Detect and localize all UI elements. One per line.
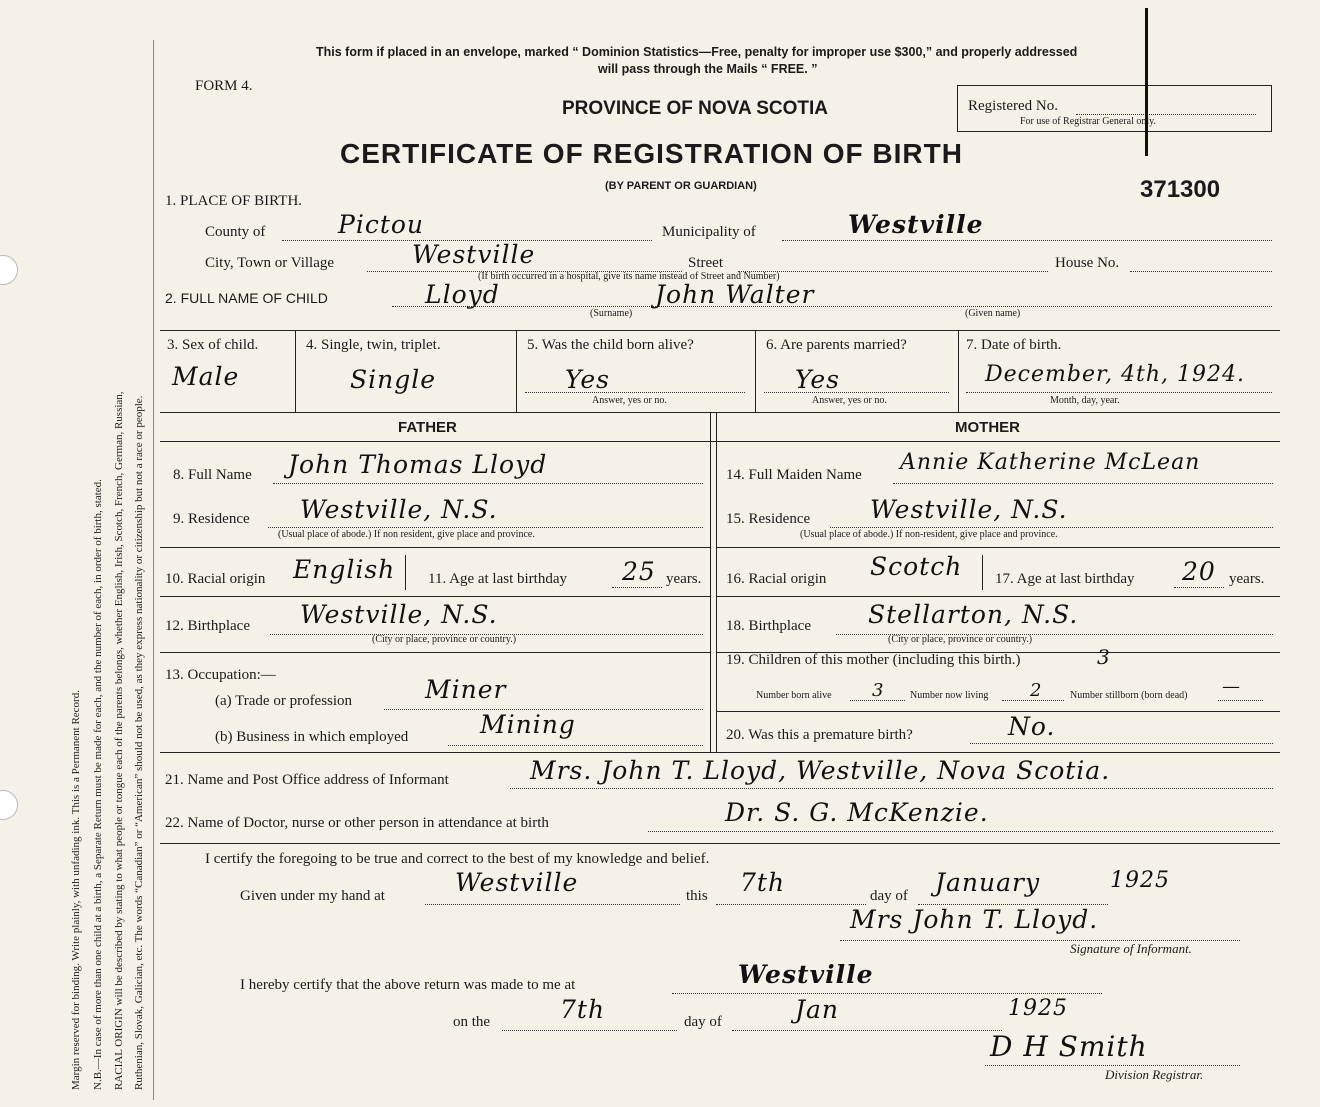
father-name: John Thomas Lloyd <box>288 450 548 479</box>
given-place: Westville <box>455 868 579 897</box>
dob-caption: Month, day, year. <box>1050 395 1120 406</box>
father-age: 25 <box>622 557 656 586</box>
father-years: years. <box>666 571 702 587</box>
father-residence-label: 9. Residence <box>173 511 250 527</box>
side-note-4: Ruthenian, Slovak, Galician, etc. The words “Canadian” or “American” should not be used, as they express nationality or citizenship but not a race or people. <box>133 395 145 1090</box>
dob-value: December, 4th, 1924. <box>985 362 1246 387</box>
hospital-note: (If birth occurred in a hospital, give its name instead of Street and Number) <box>478 271 780 282</box>
municipality-value: Westville <box>848 210 984 239</box>
registrar-day-of-label: day of <box>684 1014 722 1030</box>
stillborn-label: Number stillborn (born dead) <box>1070 690 1188 701</box>
registrar-place: Westville <box>738 960 874 989</box>
mother-age-label: 17. Age at last birthday <box>995 571 1135 587</box>
father-residence-caption: (Usual place of abode.) If non resident, give place and province. <box>278 529 535 540</box>
father-birthplace-label: 12. Birthplace <box>165 618 250 634</box>
place-heading: 1. PLACE OF BIRTH. <box>165 193 303 209</box>
father-race-label: 10. Racial origin <box>165 571 266 587</box>
mother-age: 20 <box>1182 557 1216 586</box>
mother-birthplace-label: 18. Birthplace <box>726 618 811 634</box>
father-age-label: 11. Age at last birthday <box>428 571 567 587</box>
mother-children: 3 <box>1097 645 1111 669</box>
father-trade: Miner <box>425 675 507 704</box>
registered-box <box>957 85 1272 132</box>
certify-year: 1925 <box>1110 868 1170 893</box>
county-label: County of <box>205 224 266 240</box>
sex-value: Male <box>172 362 240 391</box>
city-value: Westville <box>412 240 536 269</box>
informant-value: Mrs. John T. Lloyd, Westville, Nova Scotia. <box>530 756 1111 785</box>
alive-caption: Answer, yes or no. <box>592 395 667 406</box>
informant-label: 21. Name and Post Office address of Informant <box>165 772 449 788</box>
informant-signature-caption: Signature of Informant. <box>1070 941 1192 956</box>
binding-hole-top <box>0 255 18 285</box>
city-label: City, Town or Village <box>205 255 335 271</box>
child-name-label: 2. FULL NAME OF CHILD <box>165 290 328 306</box>
side-note-3: RACIAL ORIGIN will be described by stating to what people or tongue each of the parents belongs, whether English, Irish, Scotch, French, German, Russian, <box>113 391 125 1090</box>
child-given-name: John Walter <box>655 280 815 309</box>
page-title: CERTIFICATE OF REGISTRATION OF BIRTH <box>340 138 963 169</box>
now-living-label: Number now living <box>910 690 989 701</box>
now-living-value: 2 <box>1030 680 1043 701</box>
married-value: Yes <box>795 365 840 394</box>
father-occupation-label: 13. Occupation:— <box>165 667 276 683</box>
born-alive-value: 3 <box>872 680 885 701</box>
father-business: Mining <box>480 710 576 739</box>
mother-birthplace: Stellarton, N.S. <box>868 600 1079 629</box>
registered-note: For use of Registrar General only. <box>1020 116 1156 127</box>
mother-race: Scotch <box>870 552 963 581</box>
mother-name-label: 14. Full Maiden Name <box>726 467 862 483</box>
mother-years: years. <box>1229 571 1265 587</box>
multiple-label: 4. Single, twin, triplet. <box>306 337 441 353</box>
mother-residence-caption: (Usual place of abode.) If non-resident, give place and province. <box>800 529 1058 540</box>
father-race: English <box>293 555 396 584</box>
registrar-year: 1925 <box>1008 996 1068 1021</box>
registered-label: Registered No. <box>968 98 1058 114</box>
premature-value: No. <box>1008 712 1056 741</box>
mother-heading: MOTHER <box>955 419 1020 436</box>
postal-notice-line1: This form if placed in an envelope, marked “ Dominion Statistics—Free, penalty for improper use $300,” and properly addressed <box>316 45 1078 59</box>
day-of-label: day of <box>870 888 908 904</box>
registrar-signature: D H Smith <box>990 1030 1148 1063</box>
doctor-label: 22. Name of Doctor, nurse or other person in attendance at birth <box>165 815 549 831</box>
given-caption: (Given name) <box>965 308 1021 319</box>
father-trade-label: (a) Trade or profession <box>215 693 353 709</box>
province-heading: PROVINCE OF NOVA SCOTIA <box>562 98 829 119</box>
father-business-label: (b) Business in which employed <box>215 729 409 745</box>
sex-label: 3. Sex of child. <box>167 337 259 353</box>
born-alive-label: Number born alive <box>756 690 832 701</box>
form-number: FORM 4. <box>195 78 253 94</box>
mother-residence-label: 15. Residence <box>726 511 811 527</box>
child-surname: Lloyd <box>425 280 500 309</box>
registrar-statement: I hereby certify that the above return was made to me at <box>240 977 576 993</box>
mother-name: Annie Katherine McLean <box>900 450 1201 475</box>
mother-birthplace-caption: (City or place, province or country.) <box>888 634 1033 645</box>
given-under-label: Given under my hand at <box>240 888 385 904</box>
married-label: 6. Are parents married? <box>766 337 907 353</box>
multiple-value: Single <box>350 365 437 394</box>
father-heading: FATHER <box>398 419 457 436</box>
postal-notice-line2: will pass through the Mails “ FREE. ” <box>598 62 818 76</box>
side-note-2: N.B.—In case of more than one child at a birth, a Separate Return must be made for each, and the number of each, in order of birth, stated. <box>92 479 104 1090</box>
married-caption: Answer, yes or no. <box>812 395 887 406</box>
binding-hole-bottom <box>0 790 18 820</box>
page-subtitle: (BY PARENT OR GUARDIAN) <box>605 180 757 192</box>
registrar-day: 7th <box>560 995 606 1024</box>
father-name-label: 8. Full Name <box>173 467 252 483</box>
informant-signature: Mrs John T. Lloyd. <box>850 905 1099 934</box>
registration-number: 371300 <box>1140 176 1221 203</box>
premature-label: 20. Was this a premature birth? <box>726 727 913 743</box>
mother-children-label: 19. Children of this mother (including this birth.) <box>726 652 1021 668</box>
municipality-label: Municipality of <box>662 224 756 240</box>
mother-race-label: 16. Racial origin <box>726 571 827 587</box>
mother-residence: Westville, N.S. <box>870 495 1068 524</box>
stillborn-value: — <box>1222 676 1241 697</box>
registrar-month: Jan <box>795 995 840 1024</box>
side-note-1: Margin reserved for binding. Write plainly, with unfading ink. This is a Permanent Record. <box>70 690 82 1090</box>
alive-label: 5. Was the child born alive? <box>527 337 694 353</box>
registrar-caption: Division Registrar. <box>1105 1067 1204 1082</box>
street-label: Street <box>688 255 723 271</box>
house-label: House No. <box>1055 255 1120 271</box>
county-value: Pictou <box>338 210 425 239</box>
dob-label: 7. Date of birth. <box>966 337 1062 353</box>
this-label: this <box>686 888 708 904</box>
father-birthplace: Westville, N.S. <box>300 600 498 629</box>
certify-month: January <box>935 868 1041 897</box>
certify-statement: I certify the foregoing to be true and correct to the best of my knowledge and belief. <box>205 851 710 867</box>
father-birthplace-caption: (City or place, province or country.) <box>372 634 517 645</box>
alive-value: Yes <box>565 365 610 394</box>
registrar-on-label: on the <box>453 1014 491 1030</box>
surname-caption: (Surname) <box>590 308 633 319</box>
doctor-value: Dr. S. G. McKenzie. <box>725 798 989 827</box>
certify-day: 7th <box>740 868 786 897</box>
father-residence: Westville, N.S. <box>300 495 498 524</box>
